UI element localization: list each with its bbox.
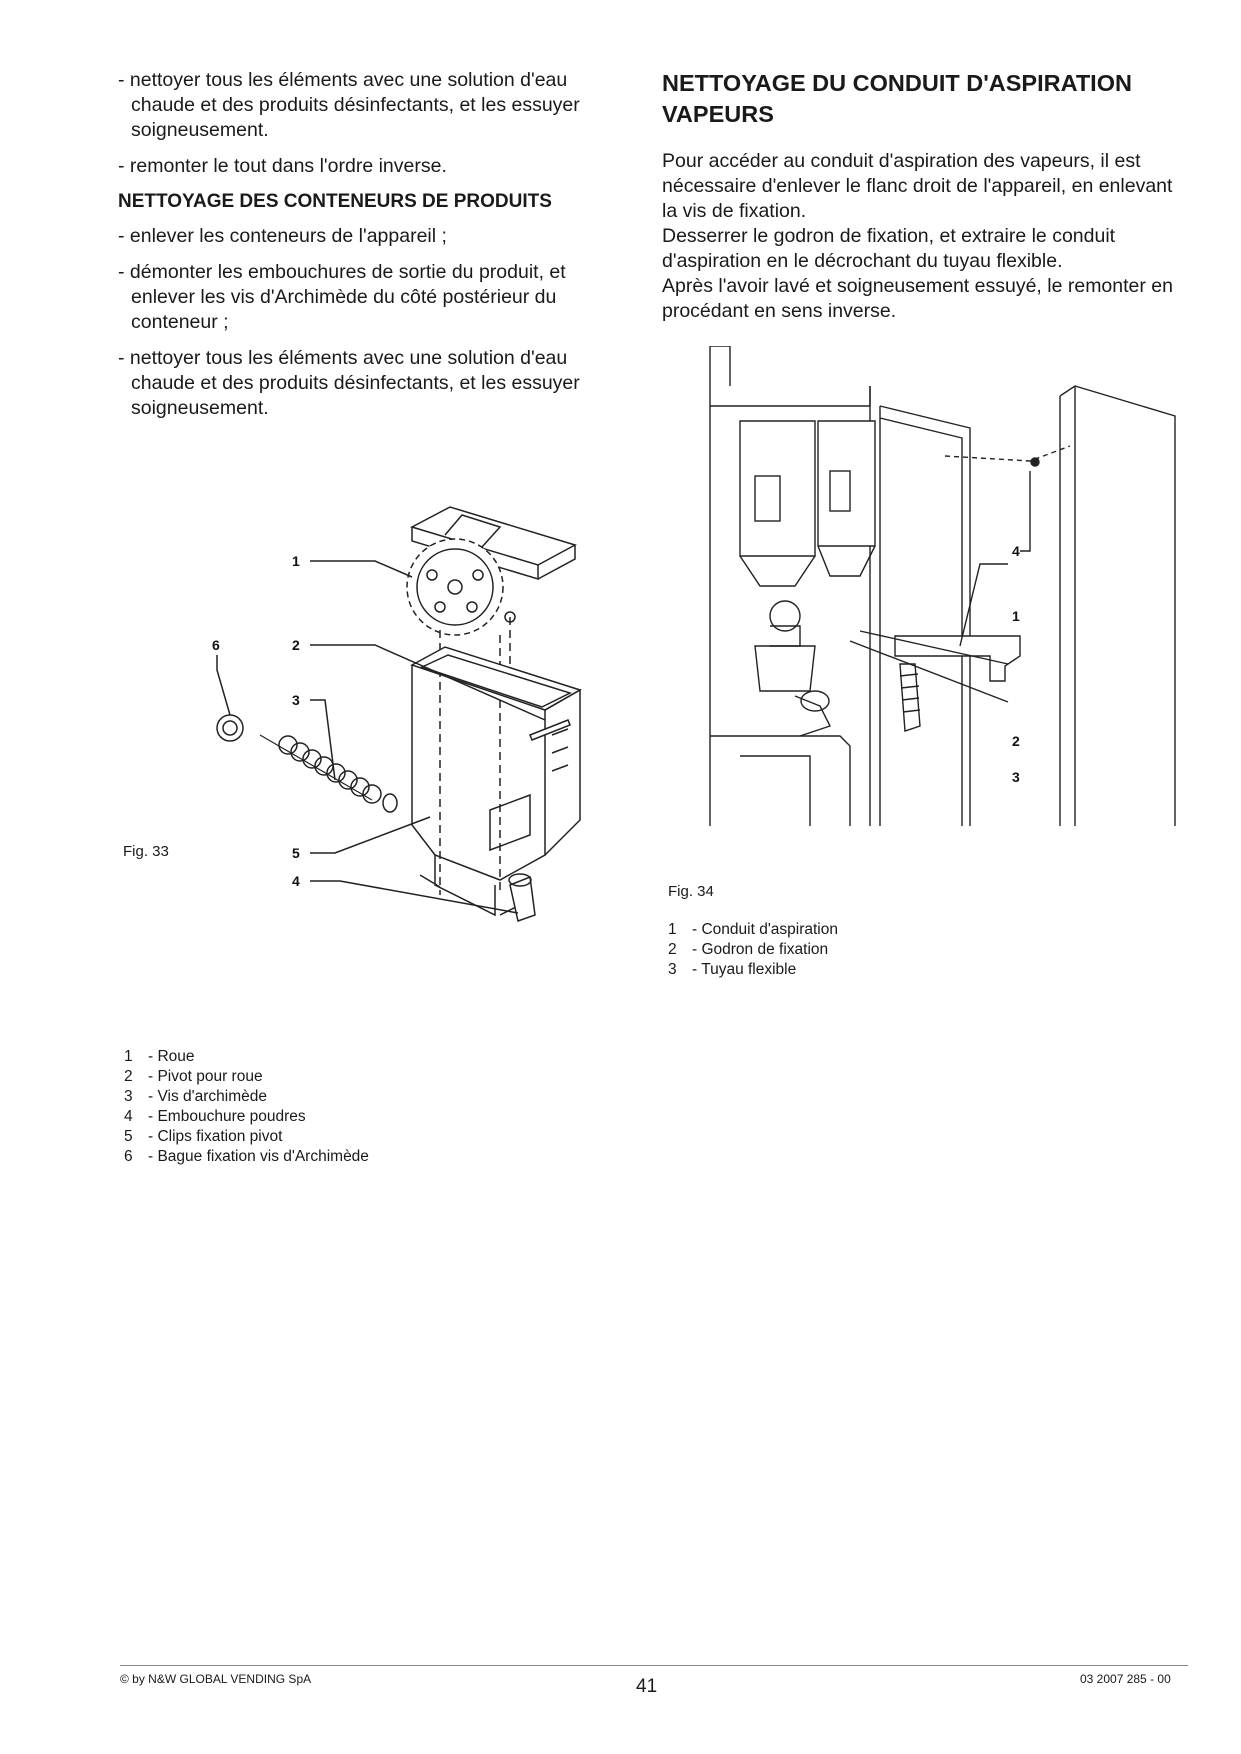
figure-34-machine-cutaway-drawing (700, 346, 1180, 832)
bullet-item: - remonter le tout dans l'ordre inverse. (118, 155, 447, 177)
legend-row: 2 - Godron de fixation (668, 941, 829, 958)
legend-row: 3 - Tuyau flexible (668, 961, 797, 978)
callout-label: 4 (292, 873, 300, 889)
bullet-item: - nettoyer tous les éléments avec une solution d'eau chaude et des produits désinfectants, et les essuyer soigneusement. (118, 69, 580, 141)
paragraph: Desserrer le godron de fixation, et extraire le conduit d'aspiration en le décrochant du tuyau flexible. (662, 225, 1116, 272)
callout-label: 2 (1012, 733, 1020, 749)
footer-copyright: © by N&W GLOBAL VENDING SpA (120, 1672, 312, 1686)
bullet-item: - démonter les embouchures de sortie du produit, et enlever les vis d'Archimède du côté postérieur du conteneur ; (118, 261, 566, 333)
legend-row: 6 - Bague fixation vis d'Archimède (124, 1148, 369, 1165)
left-text-block (118, 68, 618, 432)
callout-label: 3 (1012, 769, 1020, 785)
legend-row: 4 - Embouchure poudres (124, 1108, 306, 1125)
callout-label: 2 (292, 637, 300, 653)
legend-row: 1 - Conduit d'aspiration (668, 921, 838, 938)
bullet-item: - nettoyer tous les éléments avec une solution d'eau chaude et des produits désinfectants, et les essuyer soigneusement. (118, 347, 580, 419)
callout-label: 1 (1012, 608, 1020, 624)
footer-doc-code: 03 2007 285 - 00 (1080, 1672, 1171, 1686)
page-number: 41 (636, 1676, 658, 1697)
legend-row: 5 - Clips fixation pivot (124, 1128, 283, 1145)
section-heading-vapor-duct: NETTOYAGE DU CONDUIT D'ASPIRATION VAPEURS (662, 70, 1132, 127)
paragraph: Pour accéder au conduit d'aspiration des vapeurs, il est nécessaire d'enlever le flanc droit de l'appareil, en enlevant la vis de fixation. (662, 150, 1173, 222)
figure-34-caption: Fig. 34 (668, 883, 714, 900)
figure-34-legend (668, 920, 838, 980)
legend-row: 3 - Vis d'archimède (124, 1088, 267, 1105)
bullet-item: - enlever les conteneurs de l'appareil ; (118, 225, 447, 247)
legend-row: 2 - Pivot pour roue (124, 1068, 263, 1085)
right-text-block (662, 68, 1182, 324)
callout-label: 1 (292, 553, 300, 569)
paragraph: Après l'avoir lavé et soigneusement essuyé, le remonter en procédant en sens inverse. (662, 275, 1173, 322)
legend-row: 1 - Roue (124, 1048, 195, 1065)
figure-33-caption: Fig. 33 (123, 843, 169, 860)
callout-label: 4 (1012, 543, 1020, 559)
callout-label: 3 (292, 692, 300, 708)
figure-33-legend (124, 1047, 369, 1167)
section-heading-containers: NETTOYAGE DES CONTENEURS DE PRODUITS (118, 191, 552, 212)
callout-label: 5 (292, 845, 300, 861)
figure-33-exploded-container-drawing (200, 495, 640, 1050)
footer-divider (120, 1665, 1188, 1666)
callout-label: 6 (212, 637, 220, 653)
